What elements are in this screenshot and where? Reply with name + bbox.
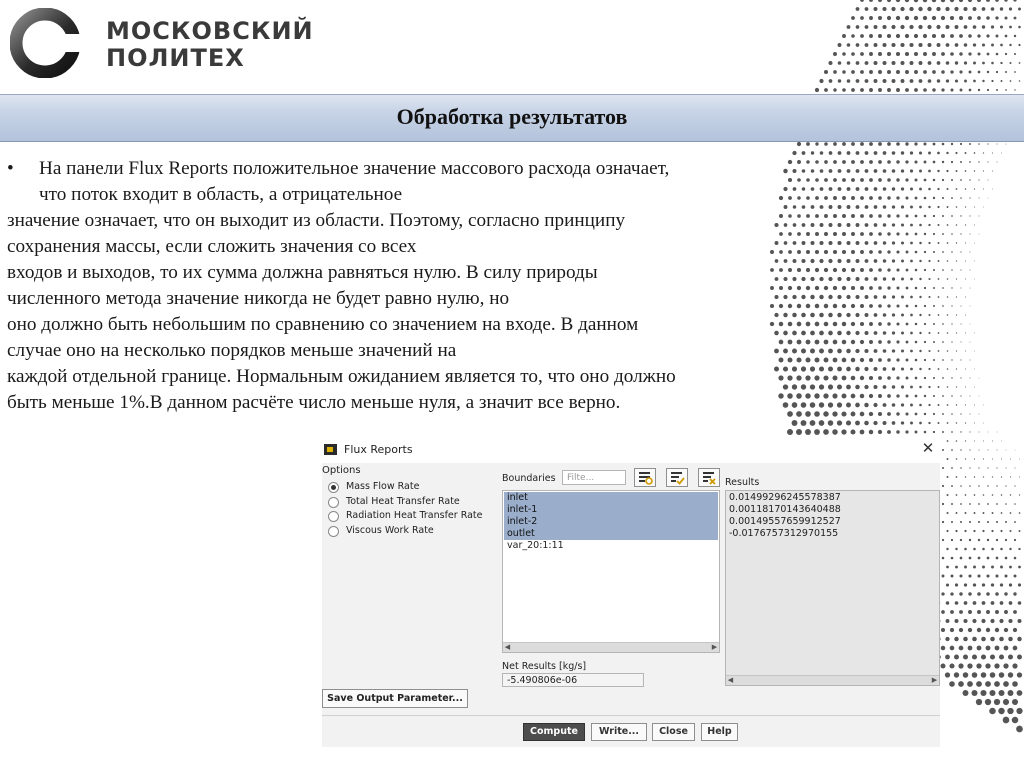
close-button[interactable]: Close (652, 723, 695, 741)
text-line-1: • На панели Flux Reports положительное значение массового расхода означает, (7, 156, 807, 182)
bullet-marker: • (7, 158, 14, 179)
scroll-left-icon[interactable]: ◀ (727, 676, 734, 684)
text-line-3: значение означает, что он выходит из области. Поэтому, согласно принципу (7, 210, 626, 231)
boundaries-label: Boundaries (502, 473, 556, 484)
text-line-2: что поток входит в область, а отрицательное (39, 184, 403, 205)
radio-button[interactable] (328, 526, 339, 537)
body-paragraph (7, 156, 807, 416)
slide-title: Обработка результатов (396, 104, 628, 129)
scroll-left-icon[interactable]: ◀ (504, 643, 511, 651)
result-value: 0.01499296245578387 (729, 492, 841, 503)
text-line-5: входов и выходов, то их сумма должна равняться нулю. В силу природы (7, 262, 598, 283)
results-label: Results (725, 477, 760, 488)
radio-button-selected[interactable] (328, 482, 339, 493)
save-output-parameter-button[interactable]: Save Output Parameter... (322, 689, 468, 708)
text-line-9: каждой отдельной границе. Нормальным ожиданием является то, что оно должно (7, 366, 676, 387)
result-value: -0.0176757312970155 (729, 528, 839, 539)
boundaries-list[interactable] (502, 490, 720, 653)
option-label: Mass Flow Rate (346, 481, 420, 492)
options-label: Options (322, 465, 361, 476)
radio-button[interactable] (328, 497, 339, 508)
title-band (0, 94, 1024, 142)
text-line-10: быть меньше 1%.В данном расчёте число меньше нуля, а значит все верно. (7, 392, 621, 413)
help-button[interactable]: Help (701, 723, 738, 741)
text-line-6: численного метода значение никогда не будет равно нулю, но (7, 288, 510, 309)
text-line-4: сохранения массы, если сложить значения со всех (7, 236, 417, 257)
list-item[interactable]: inlet (504, 492, 718, 504)
list-item[interactable]: var_20:1:11 (507, 540, 564, 551)
write-button[interactable]: Write... (591, 723, 647, 741)
dialog-separator (322, 715, 940, 716)
horizontal-scrollbar[interactable] (503, 642, 719, 652)
dialog-title: Flux Reports (344, 443, 413, 456)
result-value: 0.00118170143640488 (729, 504, 841, 515)
flux-reports-dialog (322, 437, 940, 747)
boundary-filter-input[interactable]: Filte... (562, 470, 626, 485)
option-label: Total Heat Transfer Rate (346, 496, 460, 507)
select-all-icon (638, 471, 653, 485)
select-all-button[interactable] (634, 468, 656, 487)
scroll-right-icon[interactable]: ▶ (931, 676, 938, 684)
logo-line-1: МОСКОВСКИЙ (106, 17, 314, 45)
list-item[interactable]: inlet-2 (504, 516, 718, 528)
option-label: Radiation Heat Transfer Rate (346, 510, 483, 521)
deselect-list-button[interactable] (698, 468, 720, 487)
list-item[interactable]: inlet-1 (504, 504, 718, 516)
list-item[interactable]: outlet (504, 528, 718, 540)
close-icon[interactable]: ✕ (921, 439, 935, 457)
net-results-field[interactable]: -5.490806e-06 (502, 673, 644, 687)
logo-wordmark (106, 18, 314, 72)
results-horizontal-scrollbar[interactable] (726, 675, 939, 685)
result-value: 0.00149557659912527 (729, 516, 841, 527)
radio-button[interactable] (328, 511, 339, 522)
politech-logo-icon (10, 8, 80, 78)
deselect-list-icon (702, 471, 717, 485)
scroll-right-icon[interactable]: ▶ (711, 643, 718, 651)
check-list-button[interactable] (666, 468, 688, 487)
text-line-7: оно должно быть небольшим по сравнению со значением на входе. В данном (7, 314, 639, 335)
net-results-label: Net Results [kg/s] (502, 661, 587, 672)
compute-button[interactable]: Compute (523, 723, 585, 741)
text-line-8: случае оно на несколько порядков меньше значений на (7, 340, 457, 361)
logo-line-2: ПОЛИТЕХ (106, 44, 245, 72)
app-icon (324, 444, 337, 455)
results-list (725, 490, 940, 686)
option-label: Viscous Work Rate (346, 525, 434, 536)
check-list-icon (670, 471, 685, 485)
dialog-titlebar (322, 437, 940, 463)
